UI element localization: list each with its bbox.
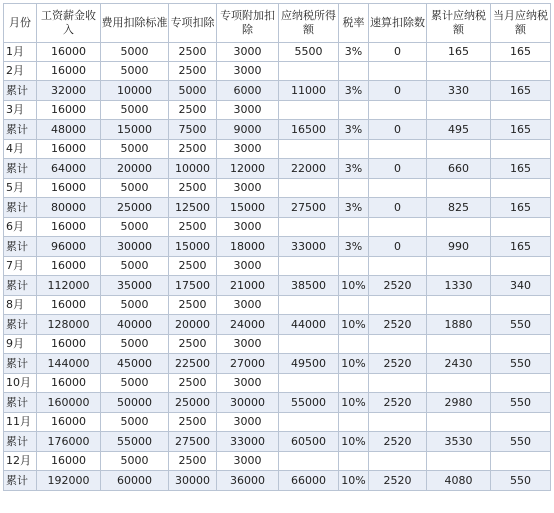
cell-month: 累计: [4, 237, 37, 257]
cell-standard-deduction: 5000: [101, 335, 169, 354]
cell-tax-rate: 10%: [339, 276, 369, 296]
cell-quick-deduction: [369, 374, 427, 393]
cell-additional-deduction: 12000: [217, 159, 279, 179]
cell-standard-deduction: 55000: [101, 432, 169, 452]
cell-additional-deduction: 6000: [217, 81, 279, 101]
cell-salary-income: 160000: [37, 393, 101, 413]
cell-monthly-tax: 165: [491, 43, 551, 62]
cell-salary-income: 112000: [37, 276, 101, 296]
cell-standard-deduction: 15000: [101, 120, 169, 140]
cell-special-deduction: 20000: [169, 315, 217, 335]
cell-quick-deduction: [369, 101, 427, 120]
cell-cumulative-tax: 3530: [427, 432, 491, 452]
cell-quick-deduction: 0: [369, 43, 427, 62]
cell-month: 11月: [4, 413, 37, 432]
cell-month: 2月: [4, 62, 37, 81]
cell-standard-deduction: 5000: [101, 140, 169, 159]
cumulative-row: [4, 120, 551, 140]
cell-monthly-tax: 165: [491, 81, 551, 101]
cell-monthly-tax: [491, 101, 551, 120]
month-row: [4, 452, 551, 471]
cell-standard-deduction: 40000: [101, 315, 169, 335]
cell-monthly-tax: 550: [491, 393, 551, 413]
cell-taxable-income: 22000: [279, 159, 339, 179]
cell-taxable-income: [279, 179, 339, 198]
cell-cumulative-tax: [427, 335, 491, 354]
cell-cumulative-tax: 990: [427, 237, 491, 257]
cell-additional-deduction: 3000: [217, 179, 279, 198]
cell-cumulative-tax: [427, 218, 491, 237]
cell-taxable-income: [279, 374, 339, 393]
cell-month: 10月: [4, 374, 37, 393]
cell-tax-rate: [339, 374, 369, 393]
table-body: [4, 43, 551, 491]
cell-quick-deduction: [369, 452, 427, 471]
cell-taxable-income: [279, 257, 339, 276]
cell-tax-rate: 10%: [339, 471, 369, 491]
cell-salary-income: 16000: [37, 218, 101, 237]
cell-tax-rate: [339, 335, 369, 354]
cell-quick-deduction: 2520: [369, 276, 427, 296]
cell-taxable-income: [279, 62, 339, 81]
cell-additional-deduction: 21000: [217, 276, 279, 296]
cumulative-row: [4, 198, 551, 218]
cell-month: 累计: [4, 198, 37, 218]
cell-salary-income: 192000: [37, 471, 101, 491]
cell-standard-deduction: 5000: [101, 374, 169, 393]
cell-standard-deduction: 5000: [101, 257, 169, 276]
cell-cumulative-tax: [427, 179, 491, 198]
cell-monthly-tax: [491, 62, 551, 81]
cell-tax-rate: 3%: [339, 237, 369, 257]
cell-special-deduction: 2500: [169, 43, 217, 62]
cell-month: 1月: [4, 43, 37, 62]
cell-salary-income: 16000: [37, 374, 101, 393]
cell-special-deduction: 2500: [169, 335, 217, 354]
cell-cumulative-tax: [427, 62, 491, 81]
header-tax-rate: 税率: [339, 4, 369, 43]
cell-month: 5月: [4, 179, 37, 198]
cell-month: 8月: [4, 296, 37, 315]
cell-monthly-tax: [491, 257, 551, 276]
cell-salary-income: 16000: [37, 43, 101, 62]
cell-additional-deduction: 27000: [217, 354, 279, 374]
cell-salary-income: 16000: [37, 257, 101, 276]
cell-month: 累计: [4, 471, 37, 491]
cell-tax-rate: [339, 218, 369, 237]
cell-salary-income: 16000: [37, 335, 101, 354]
cell-additional-deduction: 3000: [217, 101, 279, 120]
cell-taxable-income: 11000: [279, 81, 339, 101]
cell-salary-income: 16000: [37, 101, 101, 120]
cell-cumulative-tax: 165: [427, 43, 491, 62]
cell-month: 累计: [4, 393, 37, 413]
cumulative-row: [4, 354, 551, 374]
cell-salary-income: 176000: [37, 432, 101, 452]
cell-tax-rate: 10%: [339, 432, 369, 452]
cell-cumulative-tax: 2430: [427, 354, 491, 374]
cell-tax-rate: 10%: [339, 354, 369, 374]
cell-salary-income: 16000: [37, 413, 101, 432]
cell-special-deduction: 30000: [169, 471, 217, 491]
cell-additional-deduction: 3000: [217, 140, 279, 159]
cell-tax-rate: [339, 101, 369, 120]
cell-salary-income: 48000: [37, 120, 101, 140]
cell-monthly-tax: [491, 179, 551, 198]
cell-additional-deduction: 3000: [217, 413, 279, 432]
cell-additional-deduction: 36000: [217, 471, 279, 491]
cell-additional-deduction: 3000: [217, 257, 279, 276]
cell-taxable-income: 33000: [279, 237, 339, 257]
cell-quick-deduction: 2520: [369, 354, 427, 374]
cell-special-deduction: 7500: [169, 120, 217, 140]
cell-monthly-tax: [491, 218, 551, 237]
cell-month: 7月: [4, 257, 37, 276]
cell-monthly-tax: 550: [491, 354, 551, 374]
cell-monthly-tax: 550: [491, 315, 551, 335]
cell-special-deduction: 2500: [169, 101, 217, 120]
cell-taxable-income: [279, 413, 339, 432]
month-row: [4, 374, 551, 393]
cell-standard-deduction: 5000: [101, 452, 169, 471]
cell-tax-rate: [339, 140, 369, 159]
cell-quick-deduction: [369, 257, 427, 276]
cell-additional-deduction: 33000: [217, 432, 279, 452]
cell-special-deduction: 2500: [169, 374, 217, 393]
cumulative-row: [4, 81, 551, 101]
cell-cumulative-tax: 1330: [427, 276, 491, 296]
cell-month: 4月: [4, 140, 37, 159]
cell-special-deduction: 5000: [169, 81, 217, 101]
cell-taxable-income: [279, 218, 339, 237]
cell-cumulative-tax: 660: [427, 159, 491, 179]
month-row: [4, 140, 551, 159]
cell-additional-deduction: 3000: [217, 335, 279, 354]
cell-special-deduction: 2500: [169, 218, 217, 237]
cell-tax-rate: [339, 296, 369, 315]
cell-quick-deduction: 2520: [369, 315, 427, 335]
header-cumulative-tax: 累计应纳税额: [427, 4, 491, 43]
cell-month: 累计: [4, 432, 37, 452]
cell-taxable-income: 16500: [279, 120, 339, 140]
cumulative-row: [4, 315, 551, 335]
month-row: [4, 335, 551, 354]
cell-salary-income: 16000: [37, 140, 101, 159]
cell-tax-rate: 10%: [339, 393, 369, 413]
header-special-deduction: 专项扣除: [169, 4, 217, 43]
cell-monthly-tax: 165: [491, 198, 551, 218]
cell-salary-income: 96000: [37, 237, 101, 257]
cell-monthly-tax: 165: [491, 120, 551, 140]
cell-quick-deduction: [369, 62, 427, 81]
cell-additional-deduction: 3000: [217, 43, 279, 62]
cell-taxable-income: 55000: [279, 393, 339, 413]
cell-tax-rate: 3%: [339, 198, 369, 218]
cell-tax-rate: 3%: [339, 43, 369, 62]
cumulative-row: [4, 393, 551, 413]
cell-month: 累计: [4, 120, 37, 140]
cumulative-row: [4, 159, 551, 179]
cell-special-deduction: 15000: [169, 237, 217, 257]
header-quick-deduction: 速算扣除数: [369, 4, 427, 43]
cell-quick-deduction: [369, 335, 427, 354]
cell-cumulative-tax: [427, 452, 491, 471]
month-row: [4, 179, 551, 198]
cell-special-deduction: 2500: [169, 296, 217, 315]
cell-standard-deduction: 60000: [101, 471, 169, 491]
cell-additional-deduction: 15000: [217, 198, 279, 218]
cell-taxable-income: 49500: [279, 354, 339, 374]
cell-quick-deduction: 0: [369, 237, 427, 257]
month-row: [4, 43, 551, 62]
cell-standard-deduction: 5000: [101, 413, 169, 432]
cell-quick-deduction: 2520: [369, 432, 427, 452]
cell-salary-income: 144000: [37, 354, 101, 374]
cell-quick-deduction: 0: [369, 120, 427, 140]
cell-additional-deduction: 18000: [217, 237, 279, 257]
cell-tax-rate: 3%: [339, 81, 369, 101]
cell-special-deduction: 2500: [169, 413, 217, 432]
cell-month: 6月: [4, 218, 37, 237]
cell-standard-deduction: 45000: [101, 354, 169, 374]
cell-quick-deduction: 2520: [369, 471, 427, 491]
cell-quick-deduction: [369, 296, 427, 315]
cell-standard-deduction: 50000: [101, 393, 169, 413]
cell-salary-income: 16000: [37, 296, 101, 315]
header-standard-deduction: 费用扣除标准: [101, 4, 169, 43]
cell-quick-deduction: [369, 413, 427, 432]
cell-taxable-income: [279, 140, 339, 159]
cell-quick-deduction: [369, 140, 427, 159]
cell-standard-deduction: 5000: [101, 179, 169, 198]
cell-quick-deduction: 2520: [369, 393, 427, 413]
cell-tax-rate: 10%: [339, 315, 369, 335]
header-additional-deduction: 专项附加扣除: [217, 4, 279, 43]
cell-special-deduction: 12500: [169, 198, 217, 218]
header-taxable-income: 应纳税所得额: [279, 4, 339, 43]
cell-month: 累计: [4, 276, 37, 296]
cell-additional-deduction: 30000: [217, 393, 279, 413]
cell-special-deduction: 27500: [169, 432, 217, 452]
header-month: 月份: [4, 4, 37, 43]
cell-standard-deduction: 5000: [101, 296, 169, 315]
cumulative-row: [4, 471, 551, 491]
header-salary-income: 工资薪金收入: [37, 4, 101, 43]
cell-taxable-income: [279, 335, 339, 354]
cell-cumulative-tax: [427, 374, 491, 393]
month-row: [4, 413, 551, 432]
cell-quick-deduction: 0: [369, 81, 427, 101]
cell-salary-income: 16000: [37, 452, 101, 471]
cell-special-deduction: 2500: [169, 257, 217, 276]
cell-special-deduction: 22500: [169, 354, 217, 374]
cumulative-row: [4, 432, 551, 452]
cell-special-deduction: 25000: [169, 393, 217, 413]
cell-additional-deduction: 3000: [217, 296, 279, 315]
cell-tax-rate: 3%: [339, 159, 369, 179]
cumulative-row: [4, 276, 551, 296]
cell-cumulative-tax: 825: [427, 198, 491, 218]
cell-cumulative-tax: [427, 140, 491, 159]
cell-tax-rate: [339, 452, 369, 471]
cell-monthly-tax: [491, 335, 551, 354]
cell-monthly-tax: [491, 374, 551, 393]
cell-cumulative-tax: 330: [427, 81, 491, 101]
cell-monthly-tax: 165: [491, 159, 551, 179]
cell-cumulative-tax: 495: [427, 120, 491, 140]
cell-standard-deduction: 35000: [101, 276, 169, 296]
cell-quick-deduction: [369, 218, 427, 237]
cell-monthly-tax: [491, 140, 551, 159]
cell-cumulative-tax: [427, 257, 491, 276]
cell-cumulative-tax: [427, 296, 491, 315]
month-row: [4, 296, 551, 315]
cell-salary-income: 80000: [37, 198, 101, 218]
month-row: [4, 101, 551, 120]
cell-taxable-income: 27500: [279, 198, 339, 218]
cell-taxable-income: [279, 101, 339, 120]
cell-taxable-income: 38500: [279, 276, 339, 296]
month-row: [4, 257, 551, 276]
cell-monthly-tax: 550: [491, 432, 551, 452]
cell-tax-rate: [339, 62, 369, 81]
cell-special-deduction: 17500: [169, 276, 217, 296]
cell-salary-income: 16000: [37, 62, 101, 81]
cell-standard-deduction: 5000: [101, 218, 169, 237]
cell-cumulative-tax: [427, 101, 491, 120]
cell-month: 累计: [4, 159, 37, 179]
cell-additional-deduction: 9000: [217, 120, 279, 140]
cell-cumulative-tax: 4080: [427, 471, 491, 491]
tax-table: [3, 3, 551, 491]
cell-additional-deduction: 3000: [217, 218, 279, 237]
cumulative-row: [4, 237, 551, 257]
month-row: [4, 218, 551, 237]
cell-standard-deduction: 5000: [101, 101, 169, 120]
cell-month: 累计: [4, 81, 37, 101]
cell-standard-deduction: 25000: [101, 198, 169, 218]
cell-salary-income: 64000: [37, 159, 101, 179]
cell-taxable-income: 44000: [279, 315, 339, 335]
cell-monthly-tax: 340: [491, 276, 551, 296]
cell-cumulative-tax: 1880: [427, 315, 491, 335]
cell-standard-deduction: 5000: [101, 62, 169, 81]
cell-taxable-income: 60500: [279, 432, 339, 452]
month-row: [4, 62, 551, 81]
cell-taxable-income: 66000: [279, 471, 339, 491]
cell-special-deduction: 2500: [169, 62, 217, 81]
cell-special-deduction: 2500: [169, 452, 217, 471]
cell-special-deduction: 10000: [169, 159, 217, 179]
cell-tax-rate: [339, 413, 369, 432]
cell-standard-deduction: 30000: [101, 237, 169, 257]
cell-salary-income: 32000: [37, 81, 101, 101]
cell-additional-deduction: 3000: [217, 452, 279, 471]
cell-tax-rate: [339, 179, 369, 198]
cell-standard-deduction: 20000: [101, 159, 169, 179]
cell-monthly-tax: [491, 296, 551, 315]
cell-month: 3月: [4, 101, 37, 120]
cell-monthly-tax: [491, 452, 551, 471]
cell-monthly-tax: 165: [491, 237, 551, 257]
cell-special-deduction: 2500: [169, 140, 217, 159]
cell-special-deduction: 2500: [169, 179, 217, 198]
cell-tax-rate: [339, 257, 369, 276]
cell-additional-deduction: 3000: [217, 374, 279, 393]
cell-taxable-income: [279, 452, 339, 471]
cell-cumulative-tax: 2980: [427, 393, 491, 413]
cell-quick-deduction: 0: [369, 198, 427, 218]
cell-monthly-tax: [491, 413, 551, 432]
cell-tax-rate: 3%: [339, 120, 369, 140]
cell-cumulative-tax: [427, 413, 491, 432]
cell-month: 9月: [4, 335, 37, 354]
cell-standard-deduction: 10000: [101, 81, 169, 101]
cell-taxable-income: [279, 296, 339, 315]
cell-monthly-tax: 550: [491, 471, 551, 491]
cell-additional-deduction: 24000: [217, 315, 279, 335]
cell-standard-deduction: 5000: [101, 43, 169, 62]
cell-salary-income: 128000: [37, 315, 101, 335]
cell-month: 累计: [4, 315, 37, 335]
cell-additional-deduction: 3000: [217, 62, 279, 81]
cell-taxable-income: 5500: [279, 43, 339, 62]
cell-quick-deduction: 0: [369, 159, 427, 179]
cell-quick-deduction: [369, 179, 427, 198]
header-monthly-tax: 当月应纳税额: [491, 4, 551, 43]
cell-month: 12月: [4, 452, 37, 471]
cell-month: 累计: [4, 354, 37, 374]
cell-salary-income: 16000: [37, 179, 101, 198]
header-row: [4, 4, 551, 43]
